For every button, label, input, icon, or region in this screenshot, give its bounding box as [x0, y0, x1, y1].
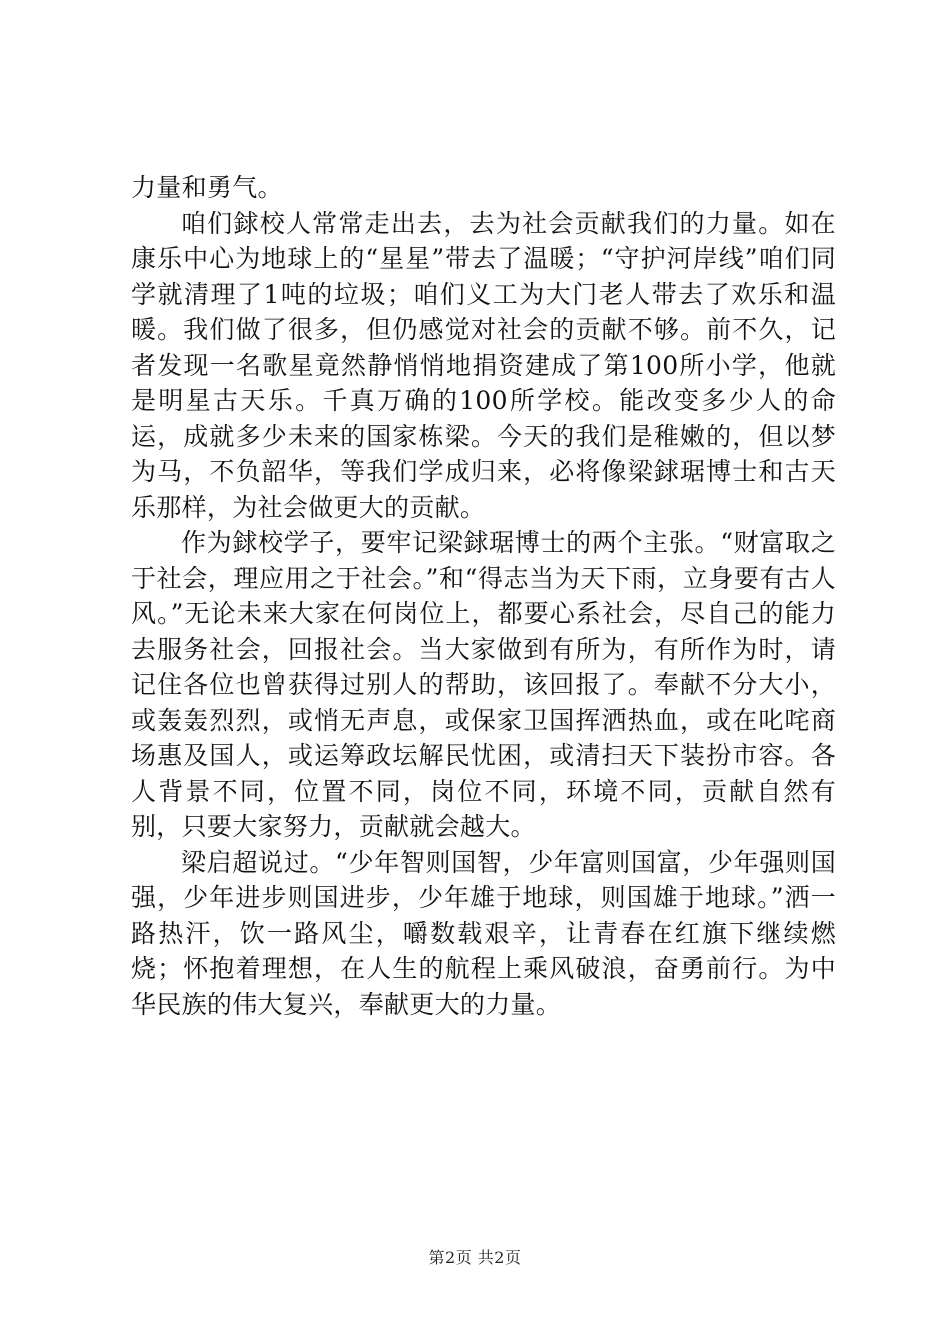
- paragraph-contribution: 咱们銶校人常常走出去，去为社会贡献我们的力量。如在康乐中心为地球上的“星星”带去了温暖；“守护河岸线”咱们同学就清理了1吨的垃圾；咱们义工为大门老人带去了欢乐和温暖。我们做了很多，但仍感觉对社会的贡献不够。前不久，记者发现一名歌星竟然静悄悄地捐资建成了第100所小学，他就是明星古天乐。千真万确的100所学校。能改变多少人的命运，成就多少未来的国家栋梁。今天的我们是稚嫩的，但以梦为马，不负韶华，等我们学成归来，必将像梁銶琚博士和古天乐那样，为社会做更大的贡献。: [131, 208, 836, 522]
- page-footer: 第2页 共2页: [428, 1248, 522, 1267]
- document-body: [131, 170, 836, 1022]
- paragraph-continuation: 力量和勇气。: [131, 173, 283, 202]
- paragraph-motto: 作为銶校学子，要牢记梁銶琚博士的两个主张。“财富取之于社会，理应用之于社会。”和“得志当为天下雨，立身要有古人风。”无论未来大家在何岗位上，都要心系社会，尽自己的能力去服务社会，回报社会。当大家做到有所为，有所作为时，请记住各位也曾获得过别人的帮助，该回报了。奉献不分大小，或轰轰烈烈，或悄无声息，或保家卫国挥洒热血，或在叱咤商场惠及国人，或运筹政坛解民忧困，或清扫天下装扮市容。各人背景不同，位置不同，岗位不同，环境不同，贡献自然有别，只要大家努力，贡献就会越大。: [131, 528, 836, 841]
- paragraph-conclusion: 梁启超说过。“少年智则国智，少年富则国富，少年强则国强，少年进步则国进步，少年雄于地球，则国雄于地球。”洒一路热汗，饮一路风尘，嚼数载艰辛，让青春在红旗下继续燃烧；怀抱着理想，在人生的航程上乘风破浪，奋勇前行。为中华民族的伟大复兴，奉献更大的力量。: [131, 847, 836, 1019]
